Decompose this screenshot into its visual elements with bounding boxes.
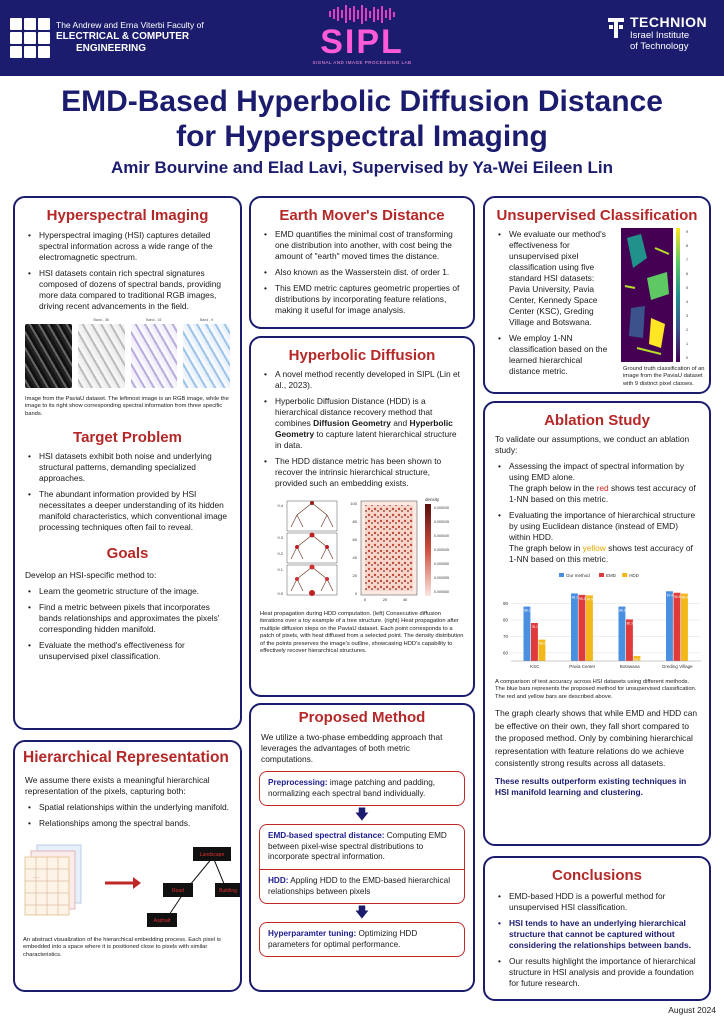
tick-label: 0.2 <box>277 551 283 556</box>
tick-label: 0.4 <box>277 503 283 508</box>
data-label: 88.1 <box>524 608 531 613</box>
scale-tick: 1 <box>685 342 689 346</box>
band-image-38 <box>78 318 125 388</box>
faculty-grid-icon <box>10 18 50 58</box>
uc-bullet: • We employ 1-NN classification based on the learned hierarchical distance metric. <box>495 333 615 377</box>
band-label: Band - 9 <box>200 318 214 322</box>
scale-tick: 7 <box>685 258 689 262</box>
abl-chart-caption: A comparison of test accuracy across HSI datasets using different methods. The blue bars represents the proposed method for unsupervised classification. The red and yellow bars are described above. <box>495 679 697 700</box>
pm-step-group <box>259 824 465 904</box>
data-label: 96.1 <box>571 595 578 600</box>
density-tick: 0.000055 <box>434 576 449 580</box>
abl-paragraph: The graph clearly shows that while EMD and HDD can be effective on their own, they fall short compared to the proposed method. Only by combining hierarchical representation with feature relations do we achieve consistently strong results across all datasets. <box>495 708 698 769</box>
hd-bullet: • The HDD distance metric has been shown to recover the intrinsic hierarchical structure, provided such an embedding exists. <box>261 456 463 489</box>
data-label: 88.1 <box>619 608 626 613</box>
sipl-name: SIPL <box>320 23 404 61</box>
data-label: 58.0 <box>634 658 641 663</box>
x-tick-label: Pavia Center <box>569 664 596 669</box>
emd-title: Earth Mover's Distance <box>279 207 445 224</box>
bar <box>586 595 593 661</box>
abl-bullet: • Assessing the impact of spectral information by using EMD alone. The graph below in the red shows test accuracy of 1-NN based on this metric. <box>495 461 699 505</box>
y-tick-label: 20 <box>352 573 357 578</box>
uc-bullet: • We evaluate our method's effectiveness for unsupervised pixel classification using five standard HSI datasets: Pavia University, Pavia Center, Kennedy Space Center (KSC), Greding Village and Botswana. <box>495 229 615 328</box>
density-tick: 0.000060 <box>434 590 449 594</box>
yellow-word: yellow <box>582 543 606 553</box>
faculty-line3: ENGINEERING <box>76 43 147 55</box>
tree-node-label: Asphalt <box>153 918 171 924</box>
hier-caption: An abstract visualization of the hierarchical embedding process. Each pixel is embedded into a space where it is positioned close to pixels with similar characteristics. <box>23 937 221 958</box>
x-tick-label: Botswana <box>619 664 640 669</box>
faculty-logo <box>10 14 225 62</box>
pm-step-label: Hyperparamter tuning: <box>268 929 357 939</box>
pm-step-preprocessing <box>259 771 465 806</box>
hd-bullet: • Hyperbolic Diffusion Distance (HDD) is a hierarchical distance recovery method that combines Diffusion Geometry and Hyperbolic Geometry to capture latent hierarchical structure in data. <box>261 396 463 451</box>
conc-title: Conclusions <box>551 867 642 884</box>
paviau-heatmap <box>350 501 417 602</box>
hier-title: Hierarchical Representation <box>23 749 229 766</box>
pm-step-label: HDD: <box>268 875 289 885</box>
uc-caption: Ground truth classification of an image from the PaviaU dataset with 9 distinct pixel classes. <box>623 366 705 387</box>
faculty-line1: The Andrew and Erna Viterbi Faculty of <box>56 20 204 31</box>
bar <box>571 593 578 661</box>
pm-step-hdd <box>260 870 464 903</box>
goals-bullet: • Learn the geometric structure of the image. <box>25 586 230 597</box>
bar <box>681 594 688 661</box>
goals-bullet: • Find a metric between pixels that incorporates bands relationships and approximates the pixels' corresponding hidden manifold. <box>25 602 230 635</box>
panel-hyperbolic-diffusion <box>249 336 475 697</box>
x-tick-label: 40 <box>402 597 408 602</box>
technion-logo <box>606 14 718 64</box>
y-tick-label: 60 <box>352 537 357 542</box>
goals-title: Goals <box>106 545 149 563</box>
legend-swatch <box>599 573 604 577</box>
pm-step-text: Appling HDD to the EMD-based hierarchical relationships between pixels <box>268 875 451 896</box>
hd-title: Hyperbolic Diffusion <box>288 347 436 364</box>
emd-bullet: • Also known as the Wasserstein dist. of order 1. <box>261 267 463 278</box>
panel-unsupervised-classification <box>483 196 711 394</box>
pixel-grid-stack <box>25 845 81 915</box>
hier-bullet: • Relationships among the spectral bands. <box>25 818 230 829</box>
bar <box>626 619 633 661</box>
title-line2: for Hyperspectral Imaging <box>176 120 548 153</box>
scale-tick: 2 <box>685 328 689 332</box>
scale-tick: 9 <box>685 230 689 234</box>
bar <box>666 591 673 661</box>
faculty-line2: ELECTRICAL & COMPUTER <box>56 30 190 42</box>
hd-bold-hyperbolic: Hyperbolic Geometry <box>275 418 453 439</box>
band-image-16 <box>131 318 178 388</box>
authors: Amir Bourvine and Elad Lavi, Supervised by Ya-Wei Eileen Lin <box>111 158 613 177</box>
poster-title <box>10 84 714 154</box>
technion-sub1: Israel Institute <box>630 30 690 41</box>
scale-tick: 8 <box>685 244 689 248</box>
density-tick: 0.000040 <box>434 534 449 538</box>
panel-ablation-study <box>483 401 711 846</box>
hierarchy-tree <box>147 847 240 927</box>
tree-diffusion-plots <box>277 501 337 596</box>
sipl-subtitle: SIGNAL AND IMAGE PROCESSING LAB <box>312 60 412 65</box>
hsi-bullet: • HSI datasets contain rich spectral signatures composed of dozens of spectral bands, providing more data compared to traditional RGB images, driving recent advancements in the field. <box>25 268 230 312</box>
abl-bullet: • Evaluating the importance of hierarchical structure by using Euclidean distance (instead of EMD) within HDD. The graph below in yellow shows test accuracy of 1-NN based on this metric. <box>495 510 699 565</box>
y-tick-label: 90 <box>502 600 508 606</box>
pm-step-emd <box>260 825 464 870</box>
svg-text:·· ·: ·· · <box>33 875 40 881</box>
technion-sub2: of Technology <box>630 41 689 53</box>
density-tick: 0.000035 <box>434 520 449 524</box>
legend-swatch <box>559 573 564 577</box>
hd-bold-diffusion: Diffusion Geometry <box>313 418 391 428</box>
abl-title: Ablation Study <box>544 412 650 429</box>
band-images <box>15 318 240 388</box>
band-label: Band - 38 <box>93 318 109 322</box>
y-tick-label: 40 <box>352 555 357 560</box>
y-tick-label: 70 <box>502 633 508 639</box>
emd-bullet: • EMD quantifies the minimal cost of transforming one distribution into another, with cost being the amount of "earth" moved times the distance. <box>261 229 463 262</box>
hsi-title: Hyperspectral Imaging <box>46 207 209 224</box>
waveform-icon <box>300 4 424 24</box>
bar <box>579 595 586 661</box>
density-label: density <box>425 497 440 502</box>
target-bullet: • HSI datasets exhibit both noise and underlying structural patterns, demanding specialized approaches. <box>25 451 230 484</box>
right-arrow-icon <box>105 877 141 889</box>
data-label: 68.0 <box>539 641 546 646</box>
tick-label: 0.1 <box>277 567 283 572</box>
accuracy-bar-chart <box>489 569 709 677</box>
legend-label: HDD <box>629 573 639 578</box>
panel-hyperspectral-imaging <box>13 196 242 730</box>
ground-truth-map <box>621 228 691 366</box>
pm-step-label: EMD-based spectral distance: <box>268 831 385 841</box>
bar <box>524 607 531 661</box>
y-tick-label: 100 <box>350 501 357 506</box>
scale-tick: 5 <box>685 286 689 290</box>
technion-name: TECHNION <box>630 14 708 30</box>
down-arrow-icon: 🡇 <box>354 806 370 823</box>
data-label: 80.3 <box>626 621 633 626</box>
density-colorbar <box>425 497 449 596</box>
pm-step-label: Preprocessing: <box>268 778 328 787</box>
scale-tick: 4 <box>685 300 689 304</box>
target-bullet: • The abundant information provided by HSI necessitates a deeper understanding of its hidden manifold characteristics, which conventional image processing techniques often fail to reveal. <box>25 489 230 533</box>
title-line1: EMD-Based Hyperbolic Diffusion Distance <box>61 85 663 118</box>
abl-b1-text: Assessing the impact of spectral information by using EMD alone. <box>509 461 685 482</box>
y-tick-label: 80 <box>502 617 508 623</box>
band-label: Band - 16 <box>146 318 162 322</box>
data-label: 95.2 <box>579 596 586 601</box>
abl-conclusion: These results outperform existing techniques in HSI manifold learning and clustering. <box>495 775 687 797</box>
scale-tick: 3 <box>685 314 689 318</box>
hier-intro: We assume there exists a meaningful hierarchical representation of the pixels, capturing both: <box>25 775 210 796</box>
uc-title: Unsupervised Classification <box>496 207 698 224</box>
hierarchy-diagram <box>15 843 240 929</box>
x-tick-label: Greding Village <box>661 664 693 669</box>
goals-bullet: • Evaluate the method's effectiveness for unsupervised pixel classification. <box>25 640 230 662</box>
conc-bullet: • HSI tends to have an underlying hierarchical structure that cannot be captured without considering the relationships between bands. <box>495 918 699 951</box>
tree-node-label: Road <box>172 888 184 894</box>
tick-label: 0.0 <box>277 591 283 596</box>
heat-propagation-figure <box>253 495 475 607</box>
panel-earth-movers-distance <box>249 196 475 329</box>
density-tick: 0.000045 <box>434 548 449 552</box>
header-banner <box>0 0 724 76</box>
legend-label: EMD <box>606 573 616 578</box>
hd-bullet: • A novel method recently developed in SIPL (Lin et al., 2023). <box>261 369 463 391</box>
hd-caption: Heat propagation during HDD computation. (left) Consecutive diffusion iterations over a toy example of a tree structure. (right) Heat propagation after multiple diffusion steps on the PaviaU dataset. Each point corresponds to a patch of pixels, with heat diffused from a selected point. The density distribution of the points preserves the image's outline, showcasing HDD's capability to effectively recover hierarchical structures. <box>260 611 464 655</box>
tree-node-label: Building <box>219 888 237 894</box>
x-tick-label: KSC <box>530 664 540 669</box>
density-tick: 0.000030 <box>434 506 449 510</box>
legend-label: Our method <box>566 573 590 578</box>
y-tick-label: 60 <box>502 650 508 656</box>
pm-title: Proposed Method <box>298 709 426 726</box>
hsi-caption: Image from the PaviaU dataset. The leftmost image is an RGB image, while the image to its right show corresponding spectral information from three specific bands. <box>25 396 229 417</box>
technion-icon <box>606 16 626 40</box>
emd-bullet: • This EMD metric captures geometric properties of distributions by incorporating feature relations, making it useful for image analysis. <box>261 283 463 316</box>
hier-bullet: • Spatial relationships within the underlying manifold. <box>25 802 230 813</box>
bar <box>674 593 681 661</box>
y-tick-label: 0 <box>354 591 357 596</box>
x-tick-label: 0 <box>363 597 367 602</box>
pm-step-text: Computing EMD between pixel-wise spectral distributions to incorporate spectral information. <box>268 831 447 862</box>
tick-label: 0.3 <box>277 535 283 540</box>
pm-intro: We utilize a two-phase embedding approach that leverages the advantages of both metric computations. <box>261 732 443 764</box>
target-title: Target Problem <box>73 429 182 447</box>
conc-bullet: • Our results highlight the importance of hierarchical structure in HSI analysis and provide a foundation for future research. <box>495 956 699 989</box>
data-label: 97.4 <box>666 593 673 598</box>
scale-tick: 6 <box>685 272 689 276</box>
abl-b2-text: Evaluating the importance of hierarchical structure by using Euclidean distance (instead of EMD) within HDD. <box>509 510 696 542</box>
panel-proposed-method <box>249 703 475 992</box>
abl-intro: To validate our assumptions, we conduct an ablation study: <box>495 434 690 455</box>
data-label: 78.1 <box>531 625 538 630</box>
pm-step-text: image patching and padding, normalizing each spectral band individually. <box>268 778 436 798</box>
y-tick-label: 80 <box>352 519 357 524</box>
sipl-logo <box>300 4 424 74</box>
rgb-image <box>25 324 72 388</box>
goals-intro: Develop an HSI-specific method to: <box>25 570 157 581</box>
pm-step-tuning <box>259 922 465 957</box>
tree-node-label: Landscape <box>199 852 225 858</box>
conc-bullet: • EMD-based HDD is a powerful method for unsupervised HSI classification. <box>495 891 699 913</box>
data-label: 96.0 <box>681 595 688 600</box>
panel-conclusions <box>483 856 711 1001</box>
band-image-9 <box>183 318 230 388</box>
bar <box>619 607 626 661</box>
density-tick: 0.000050 <box>434 562 449 566</box>
red-word: red <box>596 483 609 493</box>
hsi-bullet: • Hyperspectral imaging (HSI) captures detailed spectral information across a wide range of the electromagnetic spectrum. <box>25 230 230 263</box>
data-label: 94.9 <box>586 597 593 602</box>
x-tick-label: 20 <box>382 597 388 602</box>
legend-swatch <box>622 573 627 577</box>
data-label: 96.5 <box>674 594 681 599</box>
date-label: August 2024 <box>668 1005 716 1015</box>
panel-hierarchical-representation <box>13 740 242 992</box>
down-arrow-icon: 🡇 <box>354 904 370 921</box>
scale-tick: 0 <box>685 356 689 360</box>
pm-step-text: Optimizing HDD parameters for optimal performance. <box>268 929 418 949</box>
